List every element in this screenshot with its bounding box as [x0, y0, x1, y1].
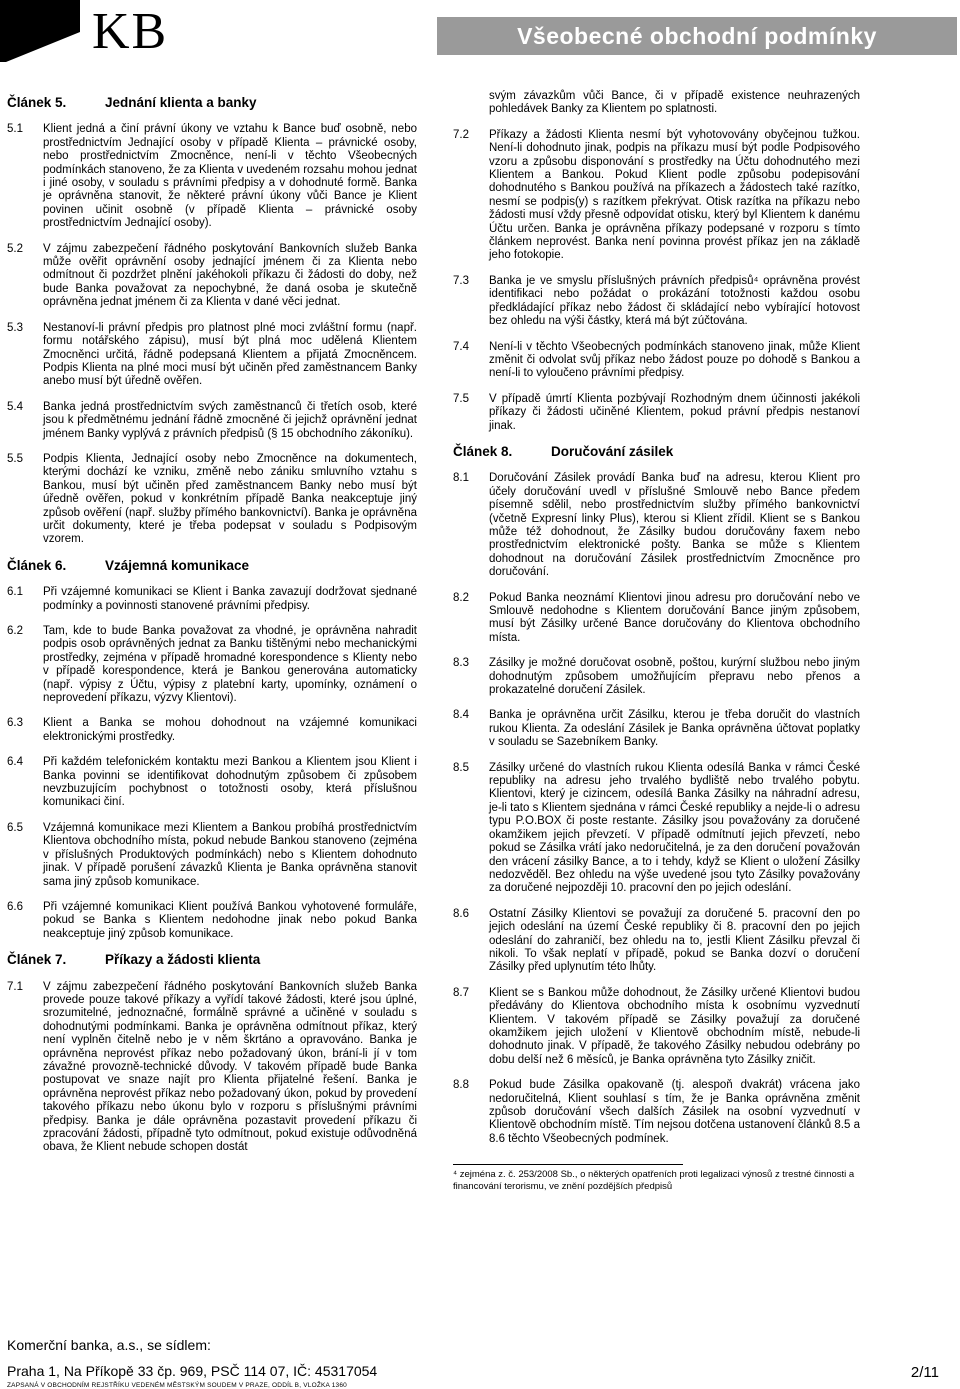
- article-number: Článek 5.: [7, 95, 67, 110]
- paragraph-number: 8.6: [453, 907, 469, 920]
- paragraph-number: 6.4: [7, 756, 23, 769]
- footer-registry: ZAPSANÁ V OBCHODNÍM REJSTŘÍKU VEDENÉM MĚSTSKÝM SOUDEM V PRAZE, ODDÍL B, VLOŽKA 1360: [7, 1382, 347, 1389]
- paragraph: [453, 341, 860, 381]
- paragraph-text: Při každém telefonickém kontaktu mezi Bankou a Klientem jsou Klient i Banka povinni se identifikovat dohodnutým způsobem či způsobem nevzbuzujícím pochybnost o totožnosti osoby, která příslušnou komunikaci činí.: [43, 756, 417, 809]
- paragraph-text: Ostatní Zásilky Klientovi se považují za doručené 5. pracovní den po jejich odeslání na území České republiky či 8. pracovní den po jejich odeslání do zahraničí, bez ohledu na to, jestli Klient Zásilku převzal či nikoli. To však neplatí v případě, pokud se Banka dozví o doručení Zásilky před uplynutím této lhůty.: [489, 907, 860, 974]
- paragraph: [453, 762, 860, 896]
- paragraph-text: Klient a Banka se mohou dohodnout na vzájemné komunikaci elektronickými prostředky.: [43, 717, 417, 743]
- paragraph-number: 8.7: [453, 986, 469, 999]
- article-heading: [7, 953, 417, 966]
- paragraph-text: Pokud bude Zásilka opakovaně (tj. alespoň dvakrát) vrácena jako nedoručitelná, Klient souhlasí s tím, že je Banka oprávněna změnit způsob doručování všech dalších Zásilek na osobní vyzvednutí v Klientově obchodním místě. Tím nejsou dotčena ustanovení článků 8.5 a 8.6 těchto Všeobecných podmínek.: [489, 1079, 860, 1145]
- footnote: ⁴ zejména z. č. 253/2008 Sb., o některých opatřeních proti legalizaci výnosů z trestné činnosti a financování terorismu, ve znění pozdějších předpisů: [453, 1169, 855, 1192]
- paragraph-text: Podpis Klienta, Jednající osoby nebo Zmocněnce na dokumentech, kterými dochází ke vzniku, změně nebo zániku smluvního vztahu s Bankou, musí být učiněn před zaměstnancem Banky nebo musí být úředně ověřen, pokud v konkrétním případě Banka neakceptuje jiný způsob ověření (např. služby přímého bankovnictví). Banka je oprávněna určit dokumenty, které je třeba podepsat v souladu s Podpisovým vzorem.: [43, 452, 417, 546]
- paragraph-text: Zásilky je možné doručovat osobně, poštou, kurýrní službou nebo jiným dohodnutým způsobem umožňujícím přepravu nebo přenos a prokazatelné doručení Zásilek.: [489, 657, 860, 697]
- paragraph-text: Banka jedná prostřednictvím svých zaměstnanců či třetích osob, které jsou k předmětnému jednání řádně zmocněné či jejichž oprávnění jednat jménem Banky vyplývá z právních předpisů (§ 15 obchodního zákoníku).: [43, 400, 417, 440]
- paragraph: [7, 625, 417, 705]
- paragraph-text: V zájmu zabezpečení řádného poskytování Bankovních služeb Banka může ověřit oprávnění osoby jednající jménem či za Klienta nebo odmítnout či pozdržet plnění jakéhokoli příkazu či žádosti do doby, než bude Banka považovat za nepochybné, že daná osoba je skutečně oprávněna jednat jménem či za Klienta v dané věci jednat.: [43, 242, 417, 309]
- kb-logo-mark: [0, 0, 80, 62]
- paragraph-number: 7.3: [453, 274, 469, 287]
- paragraph-number: 7.5: [453, 392, 469, 405]
- paragraph-number: 6.2: [7, 625, 23, 637]
- paragraph: [453, 472, 860, 579]
- paragraph-text: V případě úmrtí Klienta pozbývají Rozhodným dnem účinnosti jakékoli příkazy či žádosti učiněné Klientem, pokud právní předpis nestanoví jinak.: [489, 392, 860, 432]
- paragraph-number: 7.1: [7, 980, 23, 993]
- paragraph-number: 5.4: [7, 400, 23, 413]
- paragraph-number: 8.8: [453, 1079, 469, 1092]
- paragraph-number: 8.4: [453, 709, 469, 722]
- paragraph-number: 7.2: [453, 128, 469, 141]
- paragraph-number: 5.3: [7, 321, 23, 334]
- paragraph-text: Banka je ve smyslu příslušných právních předpisů⁴ oprávněna provést identifikaci nebo požádat o prokázání totožnosti každou osobu předkládající příkaz nebo žádost či skládající nebo vybírající hotovost bez ohledu na výši částky, která má být zúčtována.: [489, 274, 860, 328]
- article-title: Příkazy a žádosti klienta: [105, 952, 261, 968]
- paragraph-text: Tam, kde to bude Banka považovat za vhodné, je oprávněna nahradit podpis osob oprávněných jednat za Banku tištěnými nebo mechanickými prostředky, zejména v případě hromadné korespondence s Klienty nebo v případě korespondence, která je Bankou generována automaticky (např. výpisy z Účtu, výpisy z platební karty, upomínky, oznámení o neprovedení příkazu, výzvy Klientovi).: [43, 625, 417, 705]
- article-heading: [7, 96, 417, 109]
- paragraph: [453, 393, 860, 433]
- paragraph: [7, 123, 417, 230]
- footnote-rule: [453, 1164, 683, 1165]
- page-footer: [7, 1336, 947, 1389]
- paragraph-number: 8.3: [453, 657, 469, 670]
- paragraph-text: Doručování Zásilek provádí Banka buď na adresu, kterou Klient pro účely doručování uvedl v příslušné Smlouvě nebo Bance předem písemně sdělil, nebo prostřednictvím služby přímého bankovnictví (včetně Expresní linky Plus), kterou si Klient zřídil. Klient se s Bankou může též dohodnout, že Zásilky budou doručovány faxem nebo prostřednictvím elektronické pošty. Banka se může s Klientem dohodnout na doručování Zásilek prostřednictvím Zmocněnce pro doručování.: [489, 472, 860, 579]
- paragraph: [453, 1079, 860, 1146]
- paragraph: [7, 586, 417, 613]
- article-title: Jednání klienta a banky: [105, 95, 257, 110]
- paragraph: [7, 822, 417, 889]
- paragraph-text: Nestanoví-li právní předpis pro platnost plné moci zvláštní formu (např. formu notářského zápisu), musí být plná moc udělená Klientem Zmocněnci určitá, řádně podepsaná Klientem a přijatá Zmocněncem. Podpis Klienta na plné moci musí být učiněn před zaměstnancem Banky anebo musí být úředně ověřen.: [43, 321, 417, 388]
- paragraph-number: 6.3: [7, 717, 23, 730]
- document-title: Všeobecné obchodní podmínky: [437, 17, 957, 55]
- paragraph: [7, 322, 417, 389]
- paragraph-text: Při vzájemné komunikaci Klient používá Bankou vyhotovené formuláře, pokud se Banka s Klientem nedohodne jinak nebo pokud Banka neakceptuje jiný způsob komunikace.: [43, 900, 417, 940]
- paragraph-text: Není-li v těchto Všeobecných podmínkách stanoveno jinak, může Klient změnit či odvolat svůj příkaz nebo žádost pouze po dohodě s Bankou a není-li to vyloučeno právními předpisy.: [489, 340, 860, 380]
- paragraph-number: 6.5: [7, 821, 23, 834]
- left-column: [7, 90, 417, 1167]
- article-number: Článek 6.: [7, 557, 67, 573]
- paragraph: [453, 987, 860, 1067]
- paragraph-text: Banka je oprávněna určit Zásilku, kterou je třeba doručit do vlastních rukou Klienta. Za odeslání Zásilek je Banka oprávněna účtovat poplatky v souladu se Sazebníkem Banky.: [489, 709, 860, 749]
- paragraph-text: Klient se s Bankou může dohodnout, že Zásilky určené Klientovi budou předávány do Klientova obchodního místa k osobnímu vyzvednutí Klientem. V takovém případě se Zásilky považují za doručené okamžikem jejich uložení v Klientově obchodním místě, nebude-li dohodnuto jinak. V případě, že takového Zásilky nebudou odebrány po dobu delší než 6 měsíců, je Banka oprávněna tyto Zásilky zničit.: [489, 986, 860, 1066]
- paragraph-text: Zásilky určené do vlastních rukou Klienta odesílá Banka v rámci České republiky na adresu jeho trvalého bydliště nebo trvalého pobytu. Klientovi, který je cizincem, odesílá Banka Zásilky na náhradní adresu, je-li tato s Klientem sjednána v rámci České republiky a nejde-li o adresu typu P.O.BOX či poste restante. Zásilky jsou považovány za doručené okamžikem jejich převzetí. V případě odmítnutí jejich převzetí, nebo pokud se Zásilka vrátí jako nedoručitelná, je za den doručení považován den vrácení zásilky Bance, a to i tehdy, když se Klient o uložení Zásilky nedozvěděl. Bez ohledu na výše uvedené jsou tyto Zásilky považovány za doručené nejpozději 10. pracovní den po jejich odeslání.: [489, 761, 860, 895]
- paragraph-text: Vzájemná komunikace mezi Klientem a Bankou probíhá prostřednictvím Klientova obchodního místa, pokud nebude Bankou stanoveno (zejména v příslušných Produktových podmínkách) nebo s Klientem dohodnuto jinak. V případě porušení závazků Klienta je Banka oprávněna stanovit sama jiný způsob komunikace.: [43, 821, 417, 888]
- article-title: Vzájemná komunikace: [105, 557, 250, 573]
- paragraph-number: 6.1: [7, 586, 23, 599]
- paragraph-number: 8.2: [453, 591, 469, 604]
- paragraph: [7, 901, 417, 941]
- paragraph: [7, 756, 417, 810]
- paragraph: [453, 275, 860, 329]
- paragraph: [453, 129, 860, 263]
- right-column: [453, 90, 860, 1192]
- paragraph: [7, 243, 417, 310]
- article-number: Článek 7.: [7, 952, 67, 968]
- paragraph-number: 7.4: [453, 340, 469, 353]
- paragraph-number: 8.1: [453, 472, 469, 485]
- paragraph-number: 5.2: [7, 242, 23, 255]
- paragraph-number: 6.6: [7, 900, 23, 913]
- paragraph: [453, 908, 860, 975]
- article-heading: [453, 445, 860, 458]
- paragraph-text: Při vzájemné komunikaci se Klient i Banka zavazují dodržovat sjednané podmínky a povinnosti stanovené právními předpisy.: [43, 586, 417, 612]
- paragraph: [7, 401, 417, 441]
- paragraph-text: Příkazy a žádosti Klienta nesmí být vyhotovovány obyčejnou tužkou. Není-li dohodnuto jinak, podpis na příkazu musí být podle Podpisového vzoru a způsobu disponování s prostředky na Účtu dohodnutého mezi Klientem a Bankou. Pokud Klient podle způsobu podepisování dohodnutého s Bankou používá na příkazech a žádostech také razítko, nesmí se podpis(y) s razítkem překrývat. Otisk razítka na příkazu nebo žádosti musí vždy přesně odpovídat otisku, který byl Klientem k danému Účtu určen. Banka je oprávněna příkazy podepsané v rozporu s tímto článkem neprovést. Banka není povinna provést příkaz jen na základě jeho fotokopie.: [489, 128, 860, 262]
- paragraph-text: V zájmu zabezpečení řádného poskytování Bankovních služeb Banka provede pouze takové příkazy a vyřídí takové žádosti, které jsou úplné, srozumitelné, jednoznačné, formálně správné a učiněné v souladu s dohodnutými podmínkami. Banka je oprávněna odmítnout příkaz, který není vyplněn čitelně nebo je v něm škrtáno a opravováno. Banka je oprávněna neprovést příkaz nebo požadovaný úkon, brání-li jí v tom závažné provozně-technické důvody. V takovém případě bude Banka postupovat ve snaze najít pro Klienta přijatelné řešení. Banka je oprávněna neprovést příkaz nebo požadovaný úkon, pokud by provedení takového příkazu nebo úkonu bylo v rozporu s příslušnými právními předpisy. Banka je dále oprávněna pozastavit provedení příkazu či zpracování žádosti, případně tyto odmítnout, pokud existuje odůvodněná obava, že Klient nebude schopen dostát: [43, 980, 417, 1154]
- paragraph-text: Pokud Banka neoznámí Klientovi jinou adresu pro doručování nebo ve Smlouvě nedohodne s Klientem doručování Bance jiným způsobem, musí být Zásilky určené Bance doručovány do Klientova obchodního místa.: [489, 591, 860, 644]
- footer-address: Praha 1, Na Příkopě 33 čp. 969, PSČ 114 07, IČ: 45317054: [7, 1363, 378, 1379]
- article-title: Doručování zásilek: [551, 443, 674, 459]
- paragraph: [453, 657, 860, 697]
- paragraph-text: Klient jedná a činí právní úkony ve vztahu k Bance buď osobně, nebo prostřednictvím Jednající osoby v případě Klienta – právnické osoby, nebo prostřednictvím Zmocněnce, není-li v těchto Všeobecných podmínkách stanoveno, že za Klienta v uvedeném rozsahu mohou jednat i jiné osoby, v souladu s právními předpisy a v dohodnuté formě. Banka je oprávněna stanovit, že některé právní úkony vůči Bance je Klient povinen učinit osobně (v případě Klienta – právnické osoby prostřednictvím Jednající osoby).: [43, 123, 417, 230]
- paragraph: [7, 717, 417, 744]
- paragraph: [453, 709, 860, 749]
- kb-logo-text: KB: [92, 3, 169, 60]
- footer-company: Komerční banka, a.s., se sídlem:: [7, 1337, 211, 1353]
- paragraph-number: 8.5: [453, 761, 469, 774]
- paragraph-number: 5.5: [7, 452, 23, 465]
- article-heading: [7, 559, 417, 572]
- paragraph-number: 5.1: [7, 123, 23, 136]
- paragraph: [7, 453, 417, 547]
- paragraph: [7, 981, 417, 1155]
- article-number: Článek 8.: [453, 443, 513, 459]
- paragraph-continuation: svým závazkům vůči Bance, či v případě existence neuhrazených pohledávek Banky za Klientem po splatnosti.: [489, 90, 860, 116]
- page-number: 2/11: [910, 1364, 939, 1381]
- paragraph: [453, 592, 860, 646]
